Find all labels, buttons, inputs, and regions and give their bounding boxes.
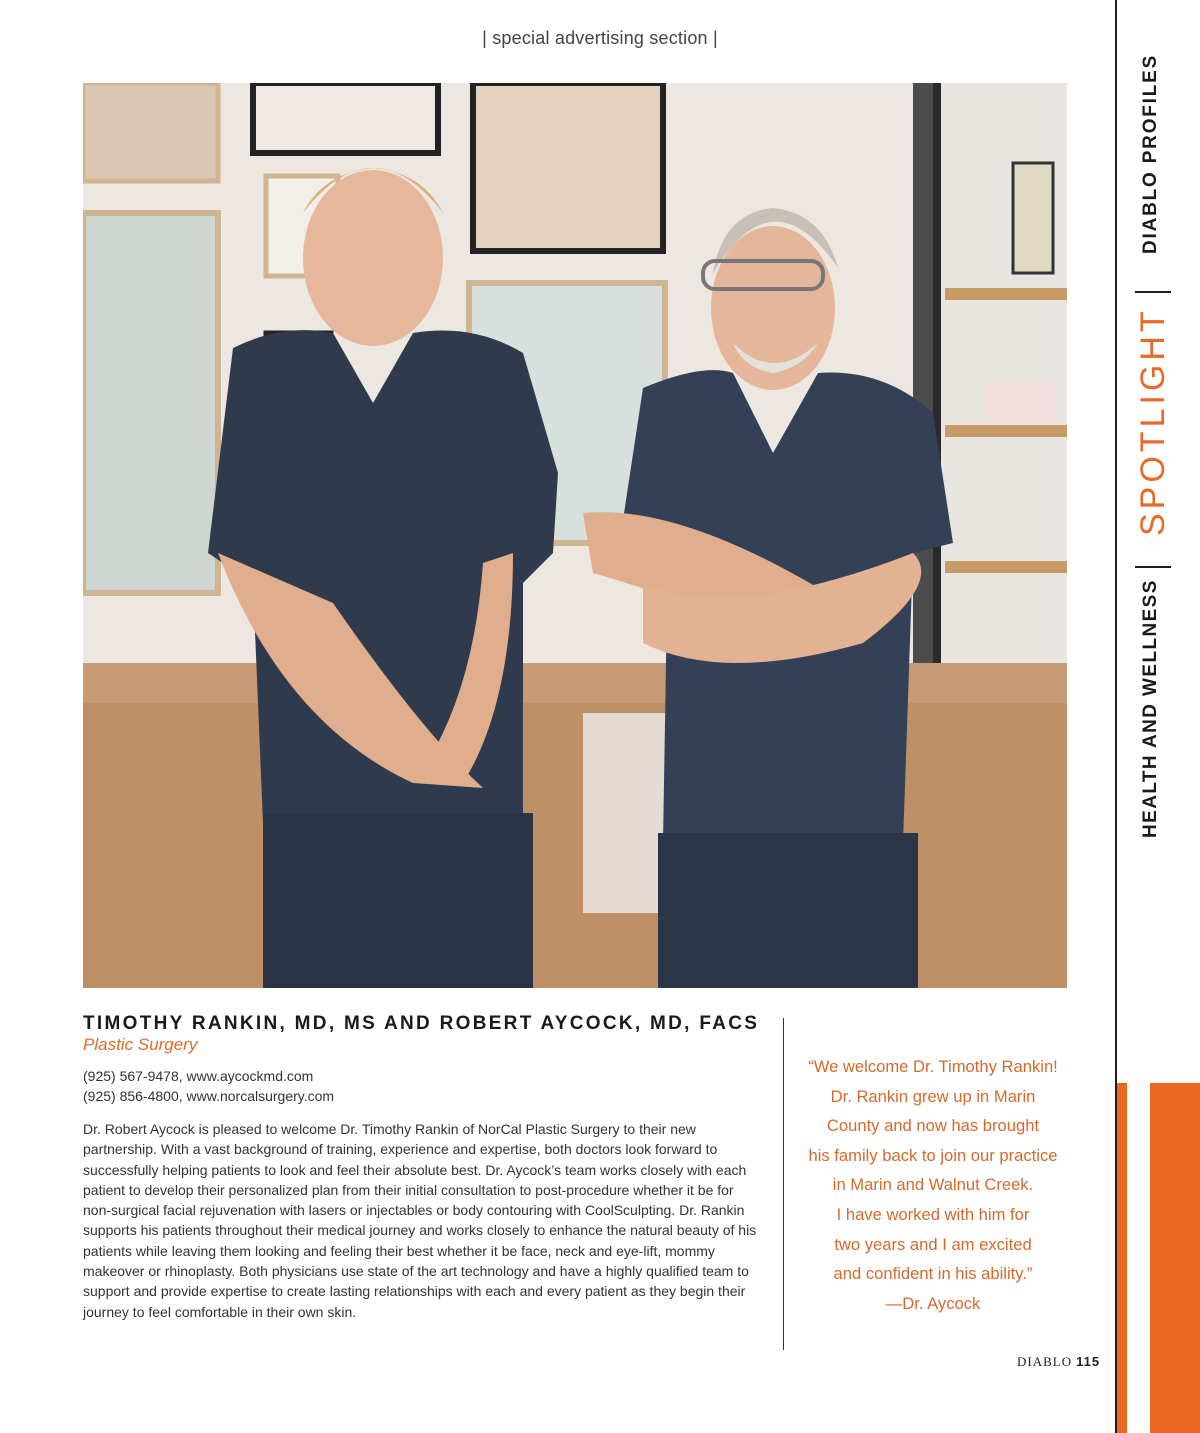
quote-line: in Marin and Walnut Creek. [832, 1175, 1034, 1195]
section-label-diablo-profiles: DIABLO PROFILES [1140, 53, 1161, 254]
section-label-spotlight: SPOTLIGHT [1134, 307, 1172, 536]
section-label-health-and-wellness: HEALTH AND WELLNESS [1140, 579, 1161, 838]
doctors-photo [83, 83, 1067, 988]
quote-line: “We welcome Dr. Timothy Rankin! [808, 1057, 1058, 1076]
page-folio [1017, 1354, 1100, 1370]
quote-line: his family back to join our practice [808, 1145, 1058, 1165]
accent-bar-left [1117, 1083, 1127, 1433]
magazine-name: DIABLO [1017, 1354, 1073, 1369]
contact-line: (925) 567-9478, www.aycockmd.com [83, 1068, 314, 1084]
quote-line: I have worked with him for [836, 1204, 1030, 1224]
page-number: 115 [1076, 1354, 1101, 1369]
pull-quote [795, 1052, 1071, 1318]
quote-line: County and now has brought [826, 1116, 1040, 1136]
article-heading: TIMOTHY RANKIN, MD, MS AND ROBERT AYCOCK, MD, FACS [83, 1013, 760, 1034]
contact-info [83, 1066, 334, 1106]
doctors-photo-illustration [83, 83, 1067, 988]
column-divider [783, 1018, 784, 1350]
advertising-section-note: | special advertising section | [482, 28, 718, 48]
quote-attribution: —Dr. Aycock [885, 1293, 981, 1313]
accent-bar-right [1150, 1083, 1200, 1433]
sidebar-divider [1135, 566, 1171, 568]
quote-line: two years and I am excited [834, 1234, 1032, 1254]
quote-line: and confident in his ability.” [833, 1264, 1033, 1284]
article-body: Dr. Robert Aycock is pleased to welcome Dr. Timothy Rankin of NorCal Plastic Surgery to their new partnership. With a vast background of training, experience and expertise, both doctors look forward to successfully helping patients to look and feel their absolute best. Dr. Aycock’s team works closely with each patient to develop their personalized plan from their initial consultation to post-procedure whether it be for non-surgical facial rejuvenation with lasers or injectables or body contouring with CoolSculpting. Dr. Rankin supports his patients throughout their medical journey and works closely to enhance the natural beauty of his patients while leaving them looking and feeling their best whether it be face, neck and eye-lift, mommy makeover or rhinoplasty. Both physicians use state of the art technology and have a highly qualified team to support and provide expertise to create lasting relationships with each and every patient as they begin their journey to feel comfortable in their own skin. [83, 1121, 757, 1320]
contact-line: (925) 856-4800, www.norcalsurgery.com [83, 1088, 335, 1104]
sidebar-divider [1135, 291, 1171, 293]
quote-line: Dr. Rankin grew up in Marin [830, 1086, 1036, 1106]
article-specialty: Plastic Surgery [83, 1035, 198, 1054]
